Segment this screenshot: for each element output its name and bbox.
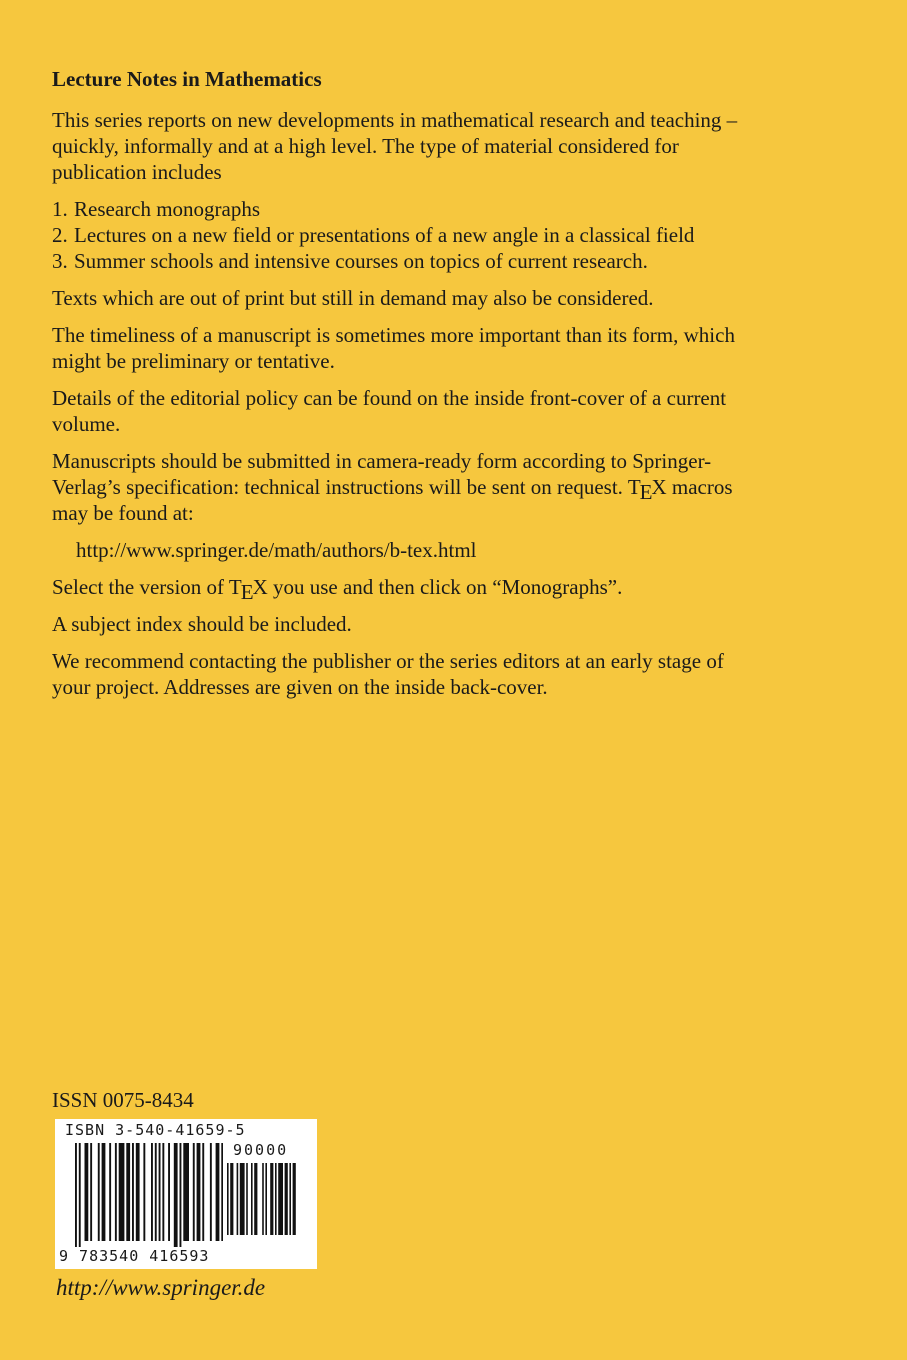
barcode-bar: [221, 1143, 223, 1241]
barcode-bar: [210, 1143, 212, 1241]
barcode-bar: [183, 1143, 189, 1241]
barcode-bar: [193, 1143, 195, 1241]
issn-label: ISSN 0075-8434: [52, 1088, 194, 1112]
barcode-bar: [132, 1143, 134, 1241]
barcode-bar: [227, 1163, 229, 1235]
barcode-bar: [254, 1163, 257, 1235]
barcode-bar: [265, 1163, 267, 1235]
select-version-paragraph: Select the version of TEX you use and then click on “Monographs”.: [52, 575, 623, 604]
isbn-text: ISBN 3-540-41659-5: [65, 1121, 246, 1139]
barcode-bar: [98, 1143, 100, 1241]
barcode-bar: [240, 1163, 245, 1235]
barcode-bar: [102, 1143, 106, 1241]
barcode-bar: [180, 1143, 182, 1247]
manuscripts-paragraph: Manuscripts should be submitted in camera-ready form according to Springer-Verlag’s specification: technical instructions will be sent on request. TEX macros may be found at:: [52, 449, 733, 525]
barcode-bar: [237, 1163, 239, 1235]
barcode-bar: [155, 1143, 157, 1241]
barcode-bar: [136, 1143, 140, 1241]
barcode-bar: [168, 1143, 170, 1241]
series-title: Lecture Notes in Mathematics: [52, 67, 322, 91]
barcode-bar: [251, 1163, 253, 1235]
barcode-bar: [126, 1143, 130, 1241]
barcode-bar: [230, 1163, 233, 1235]
barcode-bar: [109, 1143, 111, 1241]
ean-text: 9 783540 416593: [59, 1247, 210, 1265]
barcode-bar: [119, 1143, 125, 1241]
barcode-bar: [85, 1143, 89, 1241]
tex-logo: TEX: [228, 575, 268, 604]
barcode-bar: [159, 1143, 161, 1241]
barcode-bar: [162, 1143, 164, 1241]
barcode-bar: [262, 1163, 264, 1235]
list-item: 1. Research monographs: [52, 197, 261, 221]
list-item: 3. Summer schools and intensive courses on topics of current research.: [52, 249, 648, 273]
barcode-bar: [293, 1163, 296, 1235]
barcode-bar: [246, 1163, 248, 1235]
barcode-bar: [197, 1143, 201, 1241]
publisher-url[interactable]: http://www.springer.de: [56, 1275, 266, 1300]
tex-macros-url[interactable]: http://www.springer.de/math/authors/b-tex.html: [76, 538, 477, 562]
barcode-bar: [143, 1143, 145, 1241]
barcode-bar: [90, 1143, 92, 1241]
barcode-bar: [278, 1163, 283, 1235]
material-list: [52, 196, 752, 274]
recommend-paragraph: We recommend contacting the publisher or the series editors at an early stage of your project. Addresses are given on the inside back-cover.: [52, 649, 724, 699]
barcode-bar: [151, 1143, 153, 1241]
barcode-bar: [216, 1143, 220, 1241]
barcode-bar: [79, 1143, 81, 1247]
barcode-bar: [202, 1143, 204, 1241]
editorial-policy-paragraph: Details of the editorial policy can be found on the inside front-cover of a current volume.: [52, 386, 727, 436]
barcode-bars: [75, 1143, 223, 1249]
barcode-bar: [289, 1163, 291, 1235]
barcode-addon-text: 90000: [233, 1141, 289, 1159]
out-of-print-paragraph: Texts which are out of print but still in demand may also be considered.: [52, 286, 654, 310]
intro-paragraph: This series reports on new developments in mathematical research and teaching – quickly, informally and at a high level. The type of material considered for publication includes: [52, 108, 738, 184]
barcode-bar: [270, 1163, 273, 1235]
subject-index-paragraph: A subject index should be included.: [52, 612, 352, 636]
barcode-bar: [275, 1163, 277, 1235]
back-cover-text: [52, 66, 752, 711]
barcode-bar: [115, 1143, 117, 1241]
list-item: 2. Lectures on a new field or presentations of a new angle in a classical field: [52, 223, 695, 247]
isbn-barcode: [55, 1119, 317, 1269]
timeliness-paragraph: The timeliness of a manuscript is sometimes more important than its form, which might be preliminary or tentative.: [52, 323, 735, 373]
barcode-bar: [75, 1143, 77, 1247]
barcode-bar: [285, 1163, 288, 1235]
barcode-bar: [174, 1143, 178, 1247]
tex-logo: TEX: [627, 475, 667, 504]
barcode-addon-bars: [227, 1163, 305, 1243]
